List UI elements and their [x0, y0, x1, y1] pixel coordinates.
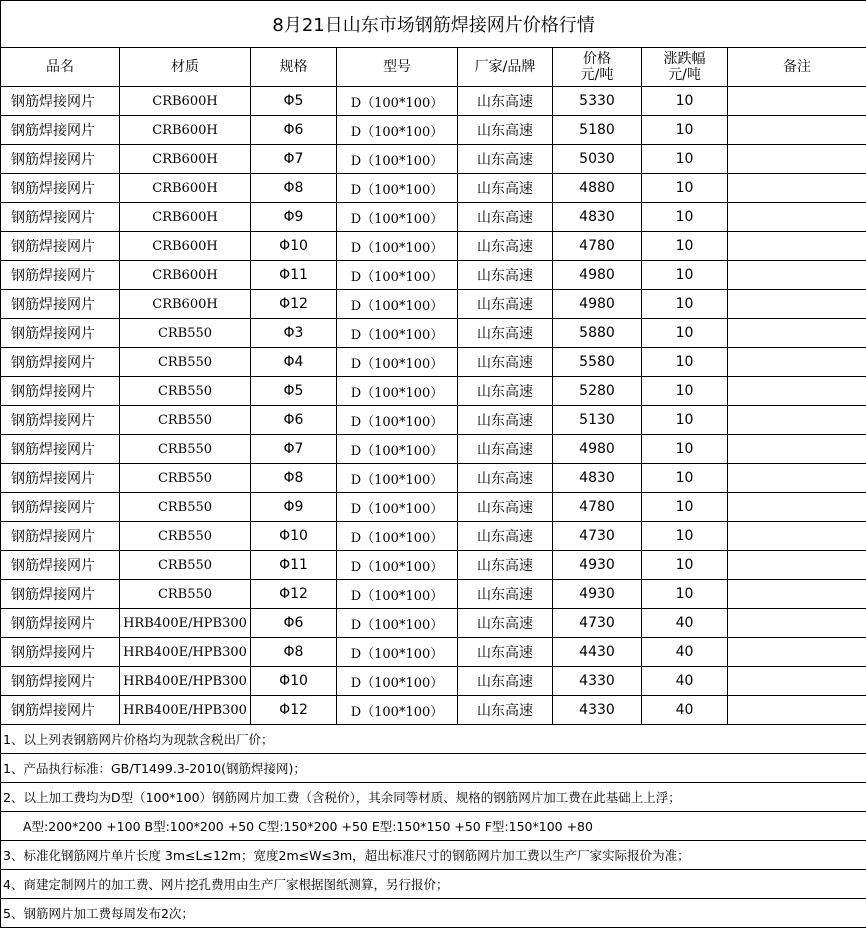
cell-change[interactable]: 10 [642, 203, 728, 232]
cell-note[interactable] [728, 667, 866, 696]
cell-note[interactable] [728, 638, 866, 667]
cell-material[interactable]: HRB400E/HPB300 [120, 696, 251, 725]
cell-material[interactable]: CRB550 [120, 319, 251, 348]
table-row [1, 638, 866, 667]
note-row [1, 812, 866, 841]
cell-note[interactable] [728, 406, 866, 435]
cell-price[interactable]: 4830 [553, 203, 642, 232]
cell-price[interactable]: 4780 [553, 232, 642, 261]
cell-maker[interactable]: 山东高速 [458, 377, 553, 406]
cell-change[interactable]: 10 [642, 435, 728, 464]
cell-change[interactable]: 40 [642, 696, 728, 725]
cell-maker[interactable]: 山东高速 [458, 261, 553, 290]
note-text[interactable]: 5、钢筋网片加工费每周发布2次； [1, 899, 866, 928]
header-name[interactable]: 品名 [1, 48, 120, 87]
cell-spec[interactable]: Φ10 [251, 232, 337, 261]
header-note[interactable]: 备注 [728, 48, 866, 87]
note-text[interactable]: A型:200*200 +100 B型:100*200 +50 C型:150*200 +50 E型:150*150 +50 F型:150*100 +80 [1, 812, 866, 841]
header-spec[interactable]: 规格 [251, 48, 337, 87]
cell-maker[interactable]: 山东高速 [458, 87, 553, 116]
cell-spec[interactable]: Φ9 [251, 493, 337, 522]
cell-price[interactable]: 4980 [553, 261, 642, 290]
cell-maker[interactable]: 山东高速 [458, 406, 553, 435]
cell-model[interactable]: D（100*100） [337, 290, 458, 319]
note-text[interactable]: 2、以上加工费均为D型（100*100）钢筋网片加工费（含税价），其余同等材质、规格的钢筋网片加工费在此基础上上浮； [1, 783, 866, 812]
cell-note[interactable] [728, 377, 866, 406]
note-row [1, 870, 866, 899]
cell-name[interactable]: 钢筋焊接网片 [1, 464, 120, 493]
cell-price[interactable]: 4330 [553, 696, 642, 725]
table-row [1, 464, 866, 493]
cell-name[interactable]: 钢筋焊接网片 [1, 87, 120, 116]
cell-model[interactable]: D（100*100） [337, 638, 458, 667]
cell-price[interactable]: 5130 [553, 406, 642, 435]
table-body [1, 1, 866, 928]
cell-model[interactable]: D（100*100） [337, 696, 458, 725]
cell-note[interactable] [728, 174, 866, 203]
cell-note[interactable] [728, 145, 866, 174]
note-row [1, 725, 866, 754]
cell-maker[interactable]: 山东高速 [458, 609, 553, 638]
table-row [1, 493, 866, 522]
cell-spec[interactable]: Φ6 [251, 116, 337, 145]
cell-material[interactable]: CRB550 [120, 406, 251, 435]
cell-note[interactable] [728, 696, 866, 725]
table-row [1, 116, 866, 145]
cell-name[interactable]: 钢筋焊接网片 [1, 116, 120, 145]
title-row [1, 1, 866, 48]
header-model[interactable]: 型号 [337, 48, 458, 87]
cell-spec[interactable]: Φ7 [251, 145, 337, 174]
cell-name[interactable]: 钢筋焊接网片 [1, 551, 120, 580]
cell-note[interactable] [728, 493, 866, 522]
cell-model[interactable]: D（100*100） [337, 522, 458, 551]
cell-spec[interactable]: Φ10 [251, 667, 337, 696]
cell-material[interactable]: CRB600H [120, 145, 251, 174]
cell-material[interactable]: CRB550 [120, 580, 251, 609]
cell-maker[interactable]: 山东高速 [458, 580, 553, 609]
cell-model[interactable]: D（100*100） [337, 261, 458, 290]
cell-price[interactable]: 5180 [553, 116, 642, 145]
cell-price[interactable]: 4730 [553, 609, 642, 638]
cell-material[interactable]: HRB400E/HPB300 [120, 638, 251, 667]
cell-material[interactable]: CRB600H [120, 116, 251, 145]
cell-note[interactable] [728, 261, 866, 290]
cell-name[interactable]: 钢筋焊接网片 [1, 696, 120, 725]
sheet-title[interactable]: 8月21日山东市场钢筋焊接网片价格行情 [1, 1, 866, 48]
cell-model[interactable]: D（100*100） [337, 145, 458, 174]
cell-change[interactable]: 10 [642, 261, 728, 290]
cell-change[interactable]: 10 [642, 493, 728, 522]
cell-change[interactable]: 10 [642, 290, 728, 319]
cell-change[interactable]: 10 [642, 87, 728, 116]
cell-model[interactable]: D（100*100） [337, 464, 458, 493]
cell-name[interactable]: 钢筋焊接网片 [1, 406, 120, 435]
cell-maker[interactable]: 山东高速 [458, 435, 553, 464]
cell-name[interactable]: 钢筋焊接网片 [1, 319, 120, 348]
cell-price[interactable]: 4980 [553, 435, 642, 464]
table-row [1, 348, 866, 377]
note-row [1, 754, 866, 783]
cell-spec[interactable]: Φ5 [251, 87, 337, 116]
cell-spec[interactable]: Φ7 [251, 435, 337, 464]
cell-change[interactable]: 10 [642, 580, 728, 609]
table-row [1, 609, 866, 638]
cell-note[interactable] [728, 609, 866, 638]
table-row [1, 522, 866, 551]
cell-material[interactable]: CRB600H [120, 87, 251, 116]
cell-name[interactable]: 钢筋焊接网片 [1, 290, 120, 319]
cell-model[interactable]: D（100*100） [337, 493, 458, 522]
table-row [1, 435, 866, 464]
cell-spec[interactable]: Φ12 [251, 290, 337, 319]
cell-change[interactable]: 10 [642, 377, 728, 406]
header-change[interactable]: 涨跌幅 元/吨 [642, 48, 728, 87]
cell-change[interactable]: 10 [642, 319, 728, 348]
cell-model[interactable]: D（100*100） [337, 667, 458, 696]
cell-change[interactable]: 10 [642, 116, 728, 145]
cell-model[interactable]: D（100*100） [337, 348, 458, 377]
cell-note[interactable] [728, 232, 866, 261]
cell-maker[interactable]: 山东高速 [458, 116, 553, 145]
cell-spec[interactable]: Φ6 [251, 406, 337, 435]
cell-name[interactable]: 钢筋焊接网片 [1, 609, 120, 638]
cell-material[interactable]: CRB550 [120, 464, 251, 493]
cell-note[interactable] [728, 522, 866, 551]
cell-maker[interactable]: 山东高速 [458, 290, 553, 319]
cell-name[interactable]: 钢筋焊接网片 [1, 667, 120, 696]
cell-change[interactable]: 10 [642, 406, 728, 435]
cell-model[interactable]: D（100*100） [337, 406, 458, 435]
cell-spec[interactable]: Φ3 [251, 319, 337, 348]
cell-note[interactable] [728, 290, 866, 319]
cell-spec[interactable]: Φ6 [251, 609, 337, 638]
cell-name[interactable]: 钢筋焊接网片 [1, 435, 120, 464]
cell-spec[interactable]: Φ5 [251, 377, 337, 406]
cell-spec[interactable]: Φ12 [251, 696, 337, 725]
cell-maker[interactable]: 山东高速 [458, 638, 553, 667]
cell-maker[interactable]: 山东高速 [458, 348, 553, 377]
cell-material[interactable]: CRB550 [120, 377, 251, 406]
cell-name[interactable]: 钢筋焊接网片 [1, 522, 120, 551]
cell-note[interactable] [728, 203, 866, 232]
table-row [1, 145, 866, 174]
table-row [1, 377, 866, 406]
cell-change[interactable]: 10 [642, 232, 728, 261]
cell-change[interactable]: 10 [642, 551, 728, 580]
header-material[interactable]: 材质 [120, 48, 251, 87]
cell-note[interactable] [728, 435, 866, 464]
table-row [1, 87, 866, 116]
cell-price[interactable]: 4330 [553, 667, 642, 696]
cell-model[interactable]: D（100*100） [337, 174, 458, 203]
cell-maker[interactable]: 山东高速 [458, 493, 553, 522]
cell-name[interactable]: 钢筋焊接网片 [1, 174, 120, 203]
cell-note[interactable] [728, 348, 866, 377]
cell-price[interactable]: 5580 [553, 348, 642, 377]
note-text[interactable]: 1、产品执行标准：GB/T1499.3-2010(钢筋焊接网)； [1, 754, 866, 783]
cell-spec[interactable]: Φ8 [251, 464, 337, 493]
cell-change[interactable]: 40 [642, 667, 728, 696]
table-row [1, 551, 866, 580]
cell-material[interactable]: CRB600H [120, 174, 251, 203]
cell-price[interactable]: 5880 [553, 319, 642, 348]
cell-change[interactable]: 10 [642, 522, 728, 551]
cell-note[interactable] [728, 87, 866, 116]
header-price[interactable]: 价格 元/吨 [553, 48, 642, 87]
cell-material[interactable]: CRB600H [120, 203, 251, 232]
cell-spec[interactable]: Φ11 [251, 261, 337, 290]
cell-model[interactable]: D（100*100） [337, 609, 458, 638]
cell-name[interactable]: 钢筋焊接网片 [1, 348, 120, 377]
cell-maker[interactable]: 山东高速 [458, 145, 553, 174]
cell-price[interactable]: 4930 [553, 551, 642, 580]
cell-maker[interactable]: 山东高速 [458, 203, 553, 232]
note-text[interactable]: 3、标准化钢筋网片单片长度 3m≤L≤12m；宽度2m≤W≤3m，超出标准尺寸的钢筋网片加工费以生产厂家实际报价为准； [1, 841, 866, 870]
note-row [1, 841, 866, 870]
cell-price[interactable]: 4730 [553, 522, 642, 551]
cell-maker[interactable]: 山东高速 [458, 464, 553, 493]
cell-name[interactable]: 钢筋焊接网片 [1, 580, 120, 609]
cell-note[interactable] [728, 551, 866, 580]
cell-spec[interactable]: Φ12 [251, 580, 337, 609]
cell-model[interactable]: D（100*100） [337, 116, 458, 145]
cell-note[interactable] [728, 464, 866, 493]
cell-maker[interactable]: 山东高速 [458, 522, 553, 551]
cell-spec[interactable]: Φ8 [251, 174, 337, 203]
cell-price[interactable]: 5330 [553, 87, 642, 116]
cell-note[interactable] [728, 116, 866, 145]
cell-material[interactable]: HRB400E/HPB300 [120, 609, 251, 638]
cell-price[interactable]: 4980 [553, 290, 642, 319]
cell-model[interactable]: D（100*100） [337, 203, 458, 232]
cell-price[interactable]: 4880 [553, 174, 642, 203]
cell-price[interactable]: 4430 [553, 638, 642, 667]
cell-name[interactable]: 钢筋焊接网片 [1, 203, 120, 232]
cell-spec[interactable]: Φ8 [251, 638, 337, 667]
cell-name[interactable]: 钢筋焊接网片 [1, 145, 120, 174]
table-row [1, 261, 866, 290]
note-row [1, 899, 866, 928]
table-row [1, 232, 866, 261]
cell-model[interactable]: D（100*100） [337, 377, 458, 406]
cell-material[interactable]: CRB600H [120, 261, 251, 290]
cell-model[interactable]: D（100*100） [337, 551, 458, 580]
cell-note[interactable] [728, 319, 866, 348]
header-maker[interactable]: 厂家/品牌 [458, 48, 553, 87]
cell-maker[interactable]: 山东高速 [458, 667, 553, 696]
header-row [1, 48, 866, 87]
table-row [1, 406, 866, 435]
cell-change[interactable]: 10 [642, 464, 728, 493]
cell-note[interactable] [728, 580, 866, 609]
cell-change[interactable]: 40 [642, 638, 728, 667]
cell-maker[interactable]: 山东高速 [458, 551, 553, 580]
cell-change[interactable]: 10 [642, 174, 728, 203]
cell-price[interactable]: 4930 [553, 580, 642, 609]
cell-change[interactable]: 40 [642, 609, 728, 638]
cell-material[interactable]: HRB400E/HPB300 [120, 667, 251, 696]
cell-maker[interactable]: 山东高速 [458, 696, 553, 725]
cell-name[interactable]: 钢筋焊接网片 [1, 377, 120, 406]
cell-material[interactable]: CRB550 [120, 493, 251, 522]
cell-price[interactable]: 4780 [553, 493, 642, 522]
cell-change[interactable]: 10 [642, 348, 728, 377]
cell-material[interactable]: CRB600H [120, 290, 251, 319]
table-row [1, 174, 866, 203]
cell-price[interactable]: 5030 [553, 145, 642, 174]
note-text[interactable]: 1、以上列表钢筋网片价格均为现款含税出厂价； [1, 725, 866, 754]
cell-spec[interactable]: Φ4 [251, 348, 337, 377]
cell-name[interactable]: 钢筋焊接网片 [1, 638, 120, 667]
cell-price[interactable]: 5280 [553, 377, 642, 406]
cell-name[interactable]: 钢筋焊接网片 [1, 261, 120, 290]
table-row [1, 290, 866, 319]
cell-maker[interactable]: 山东高速 [458, 232, 553, 261]
cell-model[interactable]: D（100*100） [337, 87, 458, 116]
cell-material[interactable]: CRB550 [120, 522, 251, 551]
table-row [1, 696, 866, 725]
cell-maker[interactable]: 山东高速 [458, 319, 553, 348]
cell-material[interactable]: CRB550 [120, 551, 251, 580]
cell-spec[interactable]: Φ10 [251, 522, 337, 551]
cell-price[interactable]: 4830 [553, 464, 642, 493]
note-row [1, 783, 866, 812]
cell-spec[interactable]: Φ9 [251, 203, 337, 232]
cell-material[interactable]: CRB550 [120, 435, 251, 464]
cell-model[interactable]: D（100*100） [337, 232, 458, 261]
cell-material[interactable]: CRB600H [120, 232, 251, 261]
cell-spec[interactable]: Φ11 [251, 551, 337, 580]
cell-model[interactable]: D（100*100） [337, 580, 458, 609]
note-text[interactable]: 4、商建定制网片的加工费、网片挖孔费用由生产厂家根据图纸测算，另行报价； [1, 870, 866, 899]
cell-model[interactable]: D（100*100） [337, 319, 458, 348]
table-row [1, 667, 866, 696]
cell-model[interactable]: D（100*100） [337, 435, 458, 464]
cell-name[interactable]: 钢筋焊接网片 [1, 232, 120, 261]
table-row [1, 203, 866, 232]
cell-name[interactable]: 钢筋焊接网片 [1, 493, 120, 522]
table-row [1, 580, 866, 609]
cell-material[interactable]: CRB550 [120, 348, 251, 377]
cell-change[interactable]: 10 [642, 145, 728, 174]
table-row [1, 319, 866, 348]
cell-maker[interactable]: 山东高速 [458, 174, 553, 203]
